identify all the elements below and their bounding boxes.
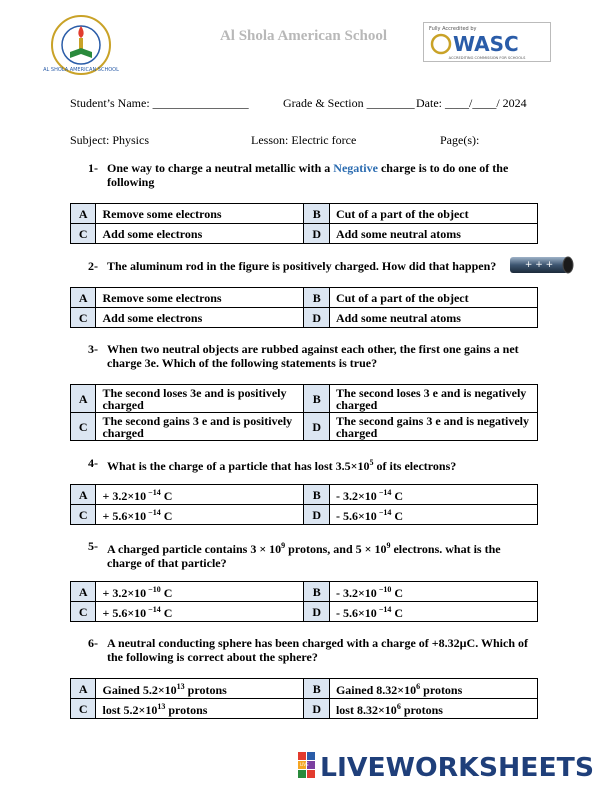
option-text[interactable]: The second gains 3 e and is negatively charged <box>329 413 537 441</box>
option-letter[interactable]: C <box>71 224 96 244</box>
option-text[interactable]: Add some electrons <box>96 308 304 328</box>
option-letter[interactable]: D <box>304 505 329 525</box>
rod-charge-signs: + + + <box>524 260 554 270</box>
options-table-3 <box>70 384 538 441</box>
option-letter[interactable]: D <box>304 602 329 622</box>
option-text[interactable]: - 5.6×10 $^{-14}$ C <box>329 505 537 525</box>
option-text[interactable]: - 3.2×10 $^{-10}$ C <box>329 582 537 602</box>
options-table-1 <box>70 203 538 244</box>
option-letter[interactable]: D <box>304 224 329 244</box>
question-text: The aluminum rod in the figure is positively charged. How did that happen? <box>107 259 497 273</box>
option-text[interactable]: The second loses 3e and is positively charged <box>96 385 304 413</box>
svg-text:ACCREDITING COMMISSION FOR SCH: ACCREDITING COMMISSION FOR SCHOOLS <box>448 56 526 60</box>
option-letter[interactable]: A <box>71 679 96 699</box>
liveworksheets-watermark <box>298 750 596 783</box>
question-number: 2- <box>88 259 98 273</box>
option-text[interactable]: Gained $5.2\times 10^{13}$ protons <box>96 679 304 699</box>
option-text[interactable]: Remove some electrons <box>96 204 304 224</box>
option-text[interactable]: - 3.2×10 $^{-14}$ C <box>329 485 537 505</box>
wasc-logo <box>423 22 551 62</box>
svg-text:LIVE: LIVE <box>300 762 309 767</box>
pages-label: Page(s): <box>440 133 480 147</box>
question-number: 3- <box>88 342 98 356</box>
options-table-4 <box>70 484 538 525</box>
option-letter[interactable]: C <box>71 413 96 441</box>
negative-highlight: Negative <box>333 161 378 175</box>
option-letter[interactable]: B <box>304 288 329 308</box>
option-text[interactable]: The second gains 3 e and is positively charged <box>96 413 304 441</box>
option-text[interactable]: lost $8.32\times 10^6$ protons <box>329 699 537 719</box>
option-text[interactable]: Add some neutral atoms <box>329 308 537 328</box>
lesson-label: Lesson: Electric force <box>251 133 357 147</box>
option-letter[interactable]: B <box>304 679 329 699</box>
options-table-5 <box>70 581 538 622</box>
option-letter[interactable]: D <box>304 413 329 441</box>
question-text: A neutral conducting sphere has been charged with a charge of +8.32µC. Which of the following is correct about the sphere? <box>107 636 528 664</box>
option-letter[interactable]: B <box>304 204 329 224</box>
options-table-2 <box>70 287 538 328</box>
option-letter[interactable]: A <box>71 204 96 224</box>
svg-text:WASC: WASC <box>453 32 519 56</box>
option-text[interactable]: Cut of a part of the object <box>329 288 537 308</box>
date-field[interactable]: Date: ____/____/ 2024 <box>416 96 527 110</box>
question-text: What is the charge of a particle that has lost $3.5\times 10^5$ of its electrons? <box>107 458 457 473</box>
school-name: Al Shola American School <box>219 28 388 44</box>
option-letter[interactable]: D <box>304 308 329 328</box>
question-text: A charged particle contains $3 \times 10^9$ protons, and $5 \times 10^9$ electrons. what is the charge of that particle? <box>107 541 501 570</box>
option-text[interactable]: + 5.6×10 $^{-14}$ C <box>96 602 304 622</box>
option-text[interactable]: Gained $8.32\times 10^6$ protons <box>329 679 537 699</box>
option-letter[interactable]: B <box>304 485 329 505</box>
question-number: 6- <box>88 636 98 650</box>
option-letter[interactable]: B <box>304 582 329 602</box>
student-name-field[interactable]: Student’s Name: ________________ <box>70 96 249 110</box>
option-text[interactable]: + 5.6×10 $^{-14}$ C <box>96 505 304 525</box>
grade-section-field[interactable]: Grade & Section ________ <box>283 96 415 110</box>
option-letter[interactable]: C <box>71 602 96 622</box>
option-text[interactable]: + 3.2×10 $^{-10}$ C <box>96 582 304 602</box>
option-letter[interactable]: C <box>71 505 96 525</box>
question-number: 5- <box>88 539 98 553</box>
options-table-6 <box>70 678 538 719</box>
question-text: One way to charge a neutral metallic with a Negative charge is to do one of the following <box>107 161 509 189</box>
svg-text:AL SHOLA AMERICAN SCHOOL: AL SHOLA AMERICAN SCHOOL <box>43 67 119 73</box>
option-text[interactable]: Remove some electrons <box>96 288 304 308</box>
option-letter[interactable]: C <box>71 308 96 328</box>
option-text[interactable]: lost $5.2\times 10^{13}$ protons <box>96 699 304 719</box>
question-text: When two neutral objects are rubbed against each other, the first one gains a net charge 3e. Which of the following statements is true? <box>107 342 519 370</box>
option-letter[interactable]: A <box>71 288 96 308</box>
option-text[interactable]: - 5.6×10 $^{-14}$ C <box>329 602 537 622</box>
option-text[interactable]: Add some electrons <box>96 224 304 244</box>
option-text[interactable]: Add some neutral atoms <box>329 224 537 244</box>
subject-label: Subject: Physics <box>70 133 150 147</box>
option-letter[interactable]: D <box>304 699 329 719</box>
question-number: 4- <box>88 456 98 470</box>
svg-text:Fully Accredited by: Fully Accredited by <box>429 26 477 32</box>
aluminum-rod-figure <box>509 255 574 275</box>
option-letter[interactable]: C <box>71 699 96 719</box>
option-text[interactable]: + 3.2×10 $^{-14}$ C <box>96 485 304 505</box>
svg-text:LIVEWORKSHEETS: LIVEWORKSHEETS <box>320 753 594 783</box>
option-letter[interactable]: A <box>71 485 96 505</box>
option-letter[interactable]: A <box>71 582 96 602</box>
option-letter[interactable]: B <box>304 385 329 413</box>
question-number: 1- <box>88 161 98 175</box>
option-text[interactable]: The second loses 3 e and is negatively charged <box>329 385 537 413</box>
school-logo <box>43 14 119 76</box>
option-text[interactable]: Cut of a part of the object <box>329 204 537 224</box>
option-letter[interactable]: A <box>71 385 96 413</box>
